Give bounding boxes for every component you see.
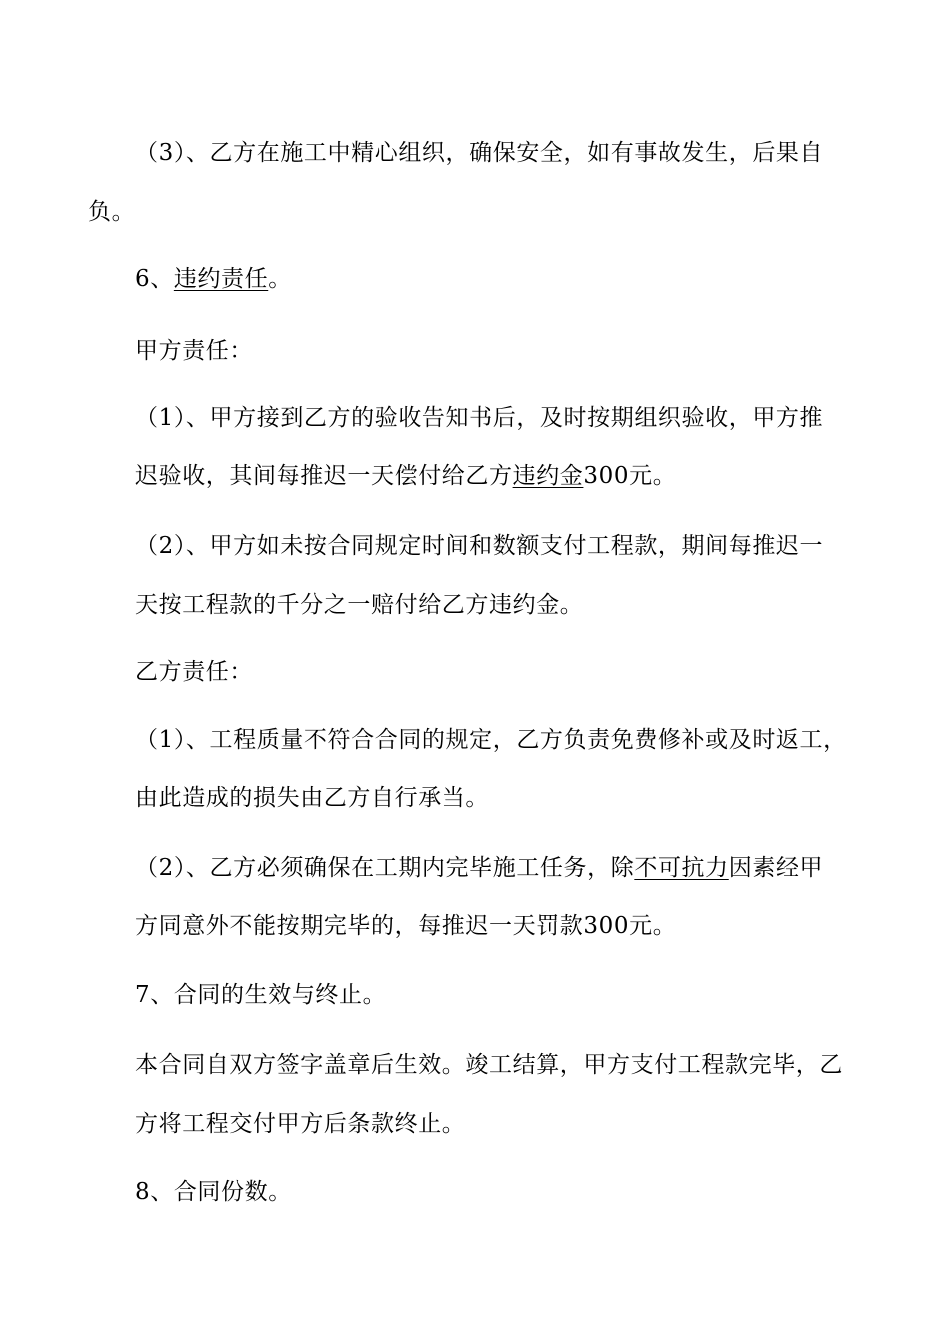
underlined-term: 违约金 [512, 463, 584, 489]
section-number: 6、 [135, 266, 174, 292]
text-run: 300元。 [583, 463, 677, 489]
clause-5-3-line-2: 负。 [88, 199, 136, 225]
section-7-body-line-1: 本合同自双方签字盖章后生效。竣工结算，甲方支付工程款完毕，乙 [135, 1052, 843, 1078]
section-7-heading: 7、合同的生效与终止。 [135, 982, 387, 1008]
clause-5-3-line-1: （3）、乙方在施工中精心组织，确保安全，如有事故发生，后果自 [135, 140, 824, 166]
party-b-clause-1-line-1: （1）、工程质量不符合合同的规定，乙方负责免费修补或及时返工， [135, 727, 847, 753]
party-b-responsibility-heading: 乙方责任： [135, 659, 253, 685]
underlined-term: 违约责任 [173, 266, 269, 292]
party-a-clause-2-line-2: 天按工程款的千分之一赔付给乙方违约金。 [135, 592, 584, 618]
party-a-clause-1-line-1: （1）、甲方接到乙方的验收告知书后，及时按期组织验收，甲方推 [135, 405, 824, 431]
section-8-heading: 8、合同份数。 [135, 1179, 292, 1205]
section-7-body-line-2: 方将工程交付甲方后条款终止。 [135, 1111, 466, 1137]
text-run: 因素经甲 [728, 855, 824, 881]
text-run: 迟验收，其间每推迟一天偿付给乙方 [135, 463, 513, 489]
party-a-clause-2-line-1: （2）、甲方如未按合同规定时间和数额支付工程款，期间每推迟一 [135, 533, 824, 559]
section-6-heading [135, 264, 292, 294]
party-b-clause-1-line-2: 由此造成的损失由乙方自行承当。 [135, 785, 489, 811]
underlined-term: 不可抗力 [634, 855, 729, 881]
party-a-responsibility-heading: 甲方责任： [135, 338, 253, 364]
party-a-clause-1-line-2 [135, 461, 676, 491]
text-run: （2）、乙方必须确保在工期内完毕施工任务，除 [135, 855, 635, 881]
party-b-clause-2-line-2: 方同意外不能按期完毕的，每推迟一天罚款300元。 [135, 913, 677, 939]
party-b-clause-2-line-1 [135, 853, 823, 883]
heading-punctuation: 。 [268, 266, 292, 292]
